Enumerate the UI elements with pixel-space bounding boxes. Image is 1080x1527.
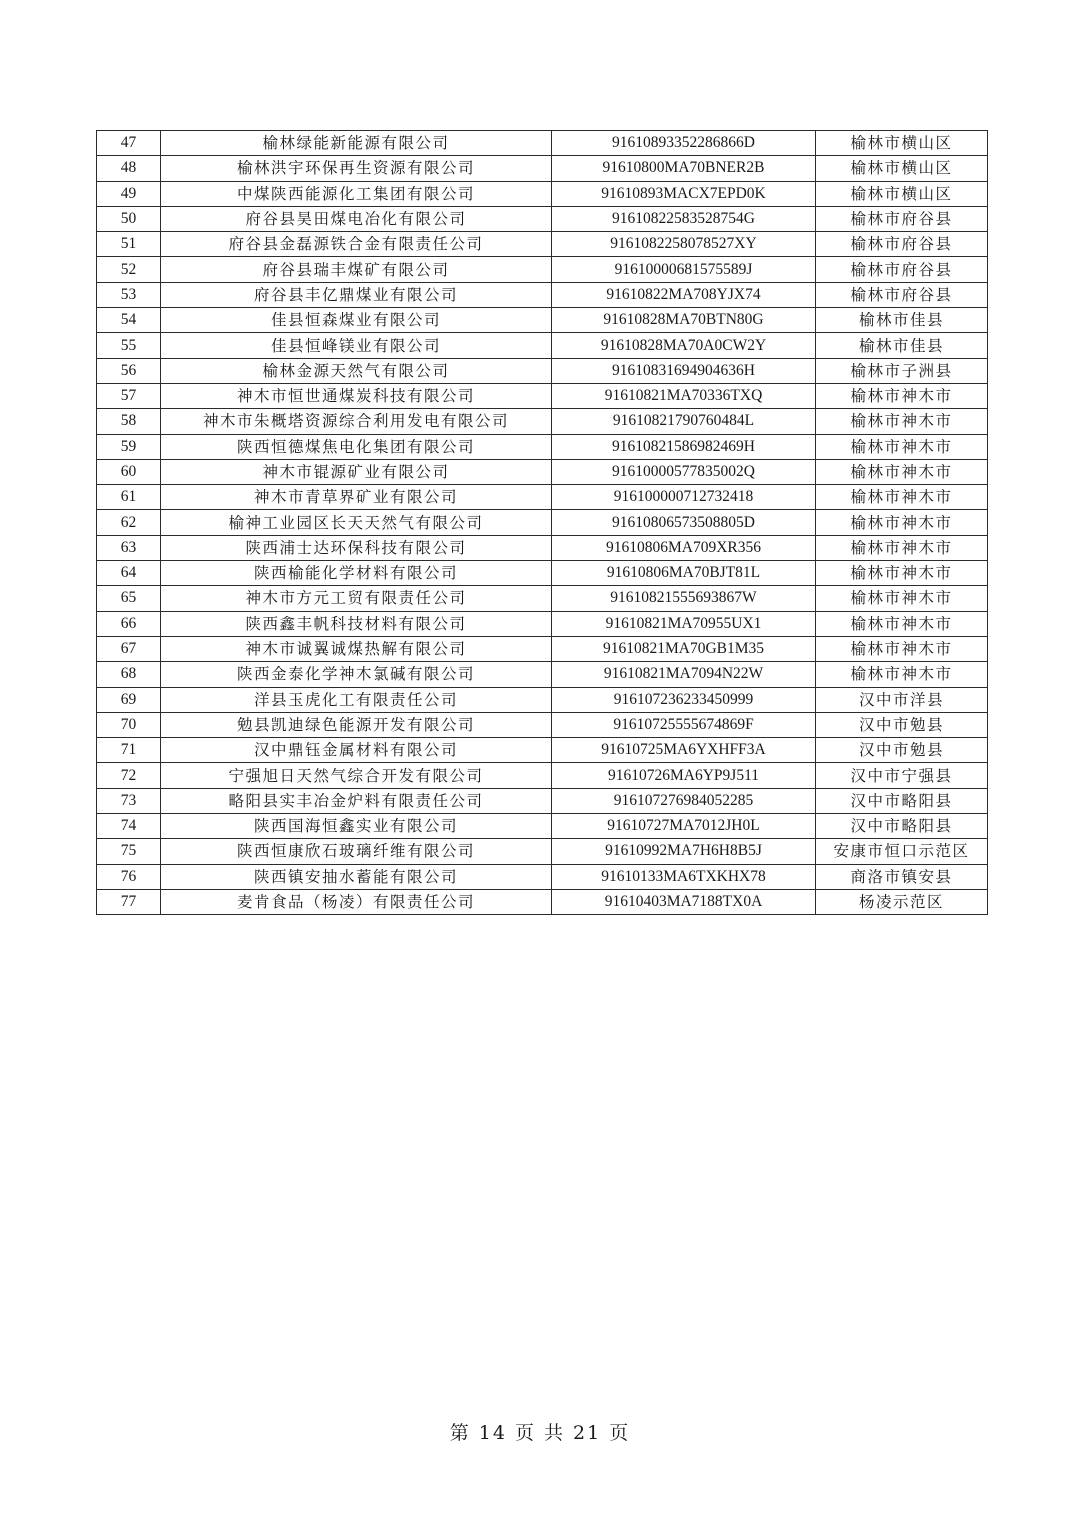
- company-name-cell: 榆林绿能新能源有限公司: [161, 131, 552, 156]
- table-row: [97, 662, 988, 687]
- credit-code-cell: 91610893352286866D: [552, 131, 816, 156]
- region-cell: 榆林市子洲县: [816, 358, 988, 383]
- company-name-cell: 榆神工业园区长天天然气有限公司: [161, 510, 552, 535]
- credit-code-cell: 916107276984052285: [552, 788, 816, 813]
- credit-code-cell: 91610806MA709XR356: [552, 535, 816, 560]
- credit-code-cell: 91610893MACX7EPD0K: [552, 181, 816, 206]
- row-number-cell: 64: [97, 561, 161, 586]
- company-name-cell: 麦肯食品（杨凌）有限责任公司: [161, 889, 552, 914]
- region-cell: 榆林市神木市: [816, 434, 988, 459]
- credit-code-cell: 91610727MA7012JH0L: [552, 814, 816, 839]
- region-cell: 榆林市神木市: [816, 561, 988, 586]
- region-cell: 榆林市神木市: [816, 485, 988, 510]
- region-cell: 榆林市府谷县: [816, 206, 988, 231]
- region-cell: 榆林市神木市: [816, 383, 988, 408]
- company-name-cell: 神木市方元工贸有限责任公司: [161, 586, 552, 611]
- company-name-cell: 汉中鼎钰金属材料有限公司: [161, 738, 552, 763]
- table-row: [97, 636, 988, 661]
- table-row: [97, 181, 988, 206]
- region-cell: 榆林市神木市: [816, 459, 988, 484]
- row-number-cell: 47: [97, 131, 161, 156]
- company-name-cell: 府谷县瑞丰煤矿有限公司: [161, 257, 552, 282]
- row-number-cell: 69: [97, 687, 161, 712]
- row-number-cell: 65: [97, 586, 161, 611]
- row-number-cell: 67: [97, 636, 161, 661]
- credit-code-cell: 91610992MA7H6H8B5J: [552, 839, 816, 864]
- company-name-cell: 府谷县丰亿鼎煤业有限公司: [161, 282, 552, 307]
- enterprise-table-body: [97, 131, 988, 915]
- row-number-cell: 66: [97, 611, 161, 636]
- row-number-cell: 48: [97, 156, 161, 181]
- row-number-cell: 68: [97, 662, 161, 687]
- region-cell: 榆林市佳县: [816, 308, 988, 333]
- table-row: [97, 434, 988, 459]
- table-row: [97, 763, 988, 788]
- row-number-cell: 59: [97, 434, 161, 459]
- region-cell: 汉中市略阳县: [816, 814, 988, 839]
- company-name-cell: 勉县凯迪绿色能源开发有限公司: [161, 712, 552, 737]
- table-row: [97, 510, 988, 535]
- row-number-cell: 73: [97, 788, 161, 813]
- region-cell: 安康市恒口示范区: [816, 839, 988, 864]
- row-number-cell: 54: [97, 308, 161, 333]
- row-number-cell: 63: [97, 535, 161, 560]
- table-row: [97, 358, 988, 383]
- region-cell: 榆林市神木市: [816, 409, 988, 434]
- company-name-cell: 洋县玉虎化工有限责任公司: [161, 687, 552, 712]
- credit-code-cell: 91610806MA70BJT81L: [552, 561, 816, 586]
- company-name-cell: 略阳县实丰冶金炉料有限责任公司: [161, 788, 552, 813]
- company-name-cell: 神木市诚翼诚煤热解有限公司: [161, 636, 552, 661]
- row-number-cell: 57: [97, 383, 161, 408]
- company-name-cell: 陕西国海恒鑫实业有限公司: [161, 814, 552, 839]
- row-number-cell: 72: [97, 763, 161, 788]
- credit-code-cell: 91610821MA7094N22W: [552, 662, 816, 687]
- company-name-cell: 神木市锟源矿业有限公司: [161, 459, 552, 484]
- region-cell: 汉中市略阳县: [816, 788, 988, 813]
- company-name-cell: 佳县恒峰镁业有限公司: [161, 333, 552, 358]
- row-number-cell: 76: [97, 864, 161, 889]
- credit-code-cell: 91610821MA70336TXQ: [552, 383, 816, 408]
- company-name-cell: 榆林洪宇环保再生资源有限公司: [161, 156, 552, 181]
- table-row: [97, 561, 988, 586]
- company-name-cell: 神木市青草界矿业有限公司: [161, 485, 552, 510]
- region-cell: 榆林市佳县: [816, 333, 988, 358]
- credit-code-cell: 91610000681575589J: [552, 257, 816, 282]
- company-name-cell: 中煤陕西能源化工集团有限公司: [161, 181, 552, 206]
- company-name-cell: 陕西榆能化学材料有限公司: [161, 561, 552, 586]
- credit-code-cell: 91610800MA70BNER2B: [552, 156, 816, 181]
- region-cell: 商洛市镇安县: [816, 864, 988, 889]
- credit-code-cell: 91610822MA708YJX74: [552, 282, 816, 307]
- region-cell: 榆林市横山区: [816, 156, 988, 181]
- credit-code-cell: 91610806573508805D: [552, 510, 816, 535]
- region-cell: 榆林市府谷县: [816, 257, 988, 282]
- company-name-cell: 陕西金泰化学神木氯碱有限公司: [161, 662, 552, 687]
- table-row: [97, 333, 988, 358]
- company-name-cell: 陕西恒康欣石玻璃纤维有限公司: [161, 839, 552, 864]
- row-number-cell: 77: [97, 889, 161, 914]
- table-row: [97, 687, 988, 712]
- table-row: [97, 586, 988, 611]
- region-cell: 榆林市神木市: [816, 586, 988, 611]
- row-number-cell: 55: [97, 333, 161, 358]
- table-row: [97, 738, 988, 763]
- company-name-cell: 府谷县昊田煤电冶化有限公司: [161, 206, 552, 231]
- company-name-cell: 陕西鑫丰帆科技材料有限公司: [161, 611, 552, 636]
- row-number-cell: 62: [97, 510, 161, 535]
- row-number-cell: 50: [97, 206, 161, 231]
- credit-code-cell: 91610821MA70955UX1: [552, 611, 816, 636]
- table-row: [97, 535, 988, 560]
- table-row: [97, 131, 988, 156]
- row-number-cell: 71: [97, 738, 161, 763]
- company-name-cell: 陕西镇安抽水蓄能有限公司: [161, 864, 552, 889]
- credit-code-cell: 91610403MA7188TX0A: [552, 889, 816, 914]
- table-row: [97, 889, 988, 914]
- region-cell: 榆林市神木市: [816, 636, 988, 661]
- row-number-cell: 51: [97, 232, 161, 257]
- region-cell: 榆林市府谷县: [816, 282, 988, 307]
- credit-code-cell: 91610133MA6TXKHX78: [552, 864, 816, 889]
- credit-code-cell: 916100000712732418: [552, 485, 816, 510]
- region-cell: 汉中市勉县: [816, 738, 988, 763]
- region-cell: 榆林市神木市: [816, 611, 988, 636]
- credit-code-cell: 91610828MA70A0CW2Y: [552, 333, 816, 358]
- region-cell: 榆林市府谷县: [816, 232, 988, 257]
- table-row: [97, 257, 988, 282]
- credit-code-cell: 91610726MA6YP9J511: [552, 763, 816, 788]
- table-row: [97, 383, 988, 408]
- table-row: [97, 485, 988, 510]
- page-number: 第 14 页 共 21 页: [449, 1422, 631, 1444]
- region-cell: 榆林市神木市: [816, 535, 988, 560]
- table-row: [97, 282, 988, 307]
- company-name-cell: 佳县恒森煤业有限公司: [161, 308, 552, 333]
- table-row: [97, 308, 988, 333]
- row-number-cell: 58: [97, 409, 161, 434]
- region-cell: 榆林市横山区: [816, 181, 988, 206]
- table-row: [97, 156, 988, 181]
- credit-code-cell: 91610821790760484L: [552, 409, 816, 434]
- row-number-cell: 60: [97, 459, 161, 484]
- table-row: [97, 232, 988, 257]
- company-name-cell: 府谷县金磊源铁合金有限责任公司: [161, 232, 552, 257]
- table-row: [97, 839, 988, 864]
- region-cell: 汉中市勉县: [816, 712, 988, 737]
- company-name-cell: 神木市朱概塔资源综合利用发电有限公司: [161, 409, 552, 434]
- credit-code-cell: 91610821555693867W: [552, 586, 816, 611]
- credit-code-cell: 91610822583528754G: [552, 206, 816, 231]
- credit-code-cell: 9161082258078527XY: [552, 232, 816, 257]
- credit-code-cell: 91610821MA70GB1M35: [552, 636, 816, 661]
- company-name-cell: 陕西浦士达环保科技有限公司: [161, 535, 552, 560]
- credit-code-cell: 91610831694904636H: [552, 358, 816, 383]
- table-row: [97, 712, 988, 737]
- row-number-cell: 52: [97, 257, 161, 282]
- row-number-cell: 74: [97, 814, 161, 839]
- table-row: [97, 864, 988, 889]
- company-name-cell: 陕西恒德煤焦电化集团有限公司: [161, 434, 552, 459]
- table-row: [97, 409, 988, 434]
- company-name-cell: 榆林金源天然气有限公司: [161, 358, 552, 383]
- region-cell: 杨凌示范区: [816, 889, 988, 914]
- row-number-cell: 53: [97, 282, 161, 307]
- company-name-cell: 神木市恒世通煤炭科技有限公司: [161, 383, 552, 408]
- row-number-cell: 75: [97, 839, 161, 864]
- region-cell: 榆林市神木市: [816, 662, 988, 687]
- row-number-cell: 61: [97, 485, 161, 510]
- credit-code-cell: 91610828MA70BTN80G: [552, 308, 816, 333]
- table-row: [97, 206, 988, 231]
- credit-code-cell: 916107236233450999: [552, 687, 816, 712]
- row-number-cell: 70: [97, 712, 161, 737]
- credit-code-cell: 91610725MA6YXHFF3A: [552, 738, 816, 763]
- region-cell: 榆林市神木市: [816, 510, 988, 535]
- table-row: [97, 788, 988, 813]
- company-name-cell: 宁强旭日天然气综合开发有限公司: [161, 763, 552, 788]
- table-row: [97, 814, 988, 839]
- credit-code-cell: 91610725555674869F: [552, 712, 816, 737]
- credit-code-cell: 91610000577835002Q: [552, 459, 816, 484]
- region-cell: 汉中市宁强县: [816, 763, 988, 788]
- credit-code-cell: 91610821586982469H: [552, 434, 816, 459]
- enterprise-table: [96, 130, 988, 915]
- region-cell: 榆林市横山区: [816, 131, 988, 156]
- table-row: [97, 459, 988, 484]
- region-cell: 汉中市洋县: [816, 687, 988, 712]
- row-number-cell: 49: [97, 181, 161, 206]
- table-row: [97, 611, 988, 636]
- row-number-cell: 56: [97, 358, 161, 383]
